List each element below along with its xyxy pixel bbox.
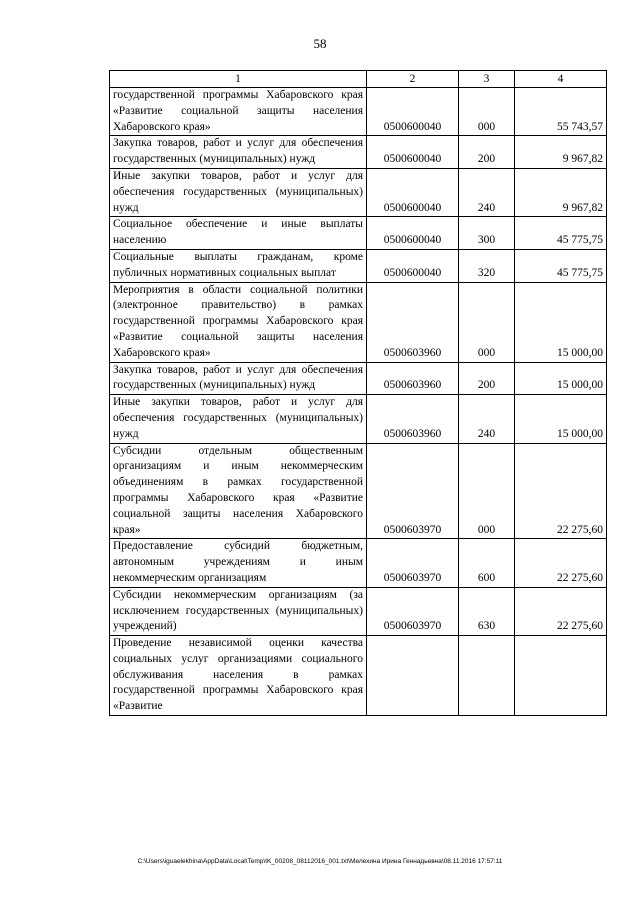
row-amount: 45 775,75 — [515, 249, 607, 282]
page-number: 58 — [313, 36, 327, 51]
table-row — [110, 539, 607, 587]
row-name: Закупка товаров, работ и услуг для обеспечения государственных (муниципальных) нужд — [110, 136, 367, 169]
budget-table — [109, 70, 607, 716]
table-row — [110, 443, 607, 539]
table-row — [110, 636, 607, 716]
row-name: Иные закупки товаров, работ и услуг для обеспечения государственных (муниципальных) нужд — [110, 395, 367, 443]
table-header-row — [110, 71, 607, 88]
row-code: 0500603970 — [367, 443, 459, 539]
row-amount: 9 967,82 — [515, 168, 607, 216]
row-code: 0500600040 — [367, 136, 459, 169]
table-row — [110, 395, 607, 443]
row-code: 0500600040 — [367, 88, 459, 136]
row-amount — [515, 636, 607, 716]
table-row — [110, 136, 607, 169]
table-row — [110, 587, 607, 635]
row-type: 630 — [459, 587, 515, 635]
row-name: государственной программы Хабаровского края «Развитие социальной защиты населения Хабаровского края» — [110, 88, 367, 136]
row-code: 0500600040 — [367, 217, 459, 250]
column-header: 1 — [110, 71, 367, 88]
row-type: 000 — [459, 443, 515, 539]
row-code: 0500603960 — [367, 282, 459, 362]
row-name: Социальные выплаты гражданам, кроме публичных нормативных социальных выплат — [110, 249, 367, 282]
row-type: 320 — [459, 249, 515, 282]
row-code — [367, 636, 459, 716]
table-row — [110, 282, 607, 362]
table-row — [110, 88, 607, 136]
row-name: Предоставление субсидий бюджетным, автономным учреждениям и иным некоммерческим организациям — [110, 539, 367, 587]
row-amount: 22 275,60 — [515, 539, 607, 587]
row-name: Проведение независимой оценки качества социальных услуг организациями социального обслуживания населения в рамках государственной программы Хабаровского края «Развитие — [110, 636, 367, 716]
table-row — [110, 217, 607, 250]
row-type — [459, 636, 515, 716]
document-footer-path: C:\Users\iguaelekhina\AppData\Local\Temp\IK_00208_08112016_001.txt\Мелехина Ирина Геннадьевна\08.11.2016 17:57:11 — [137, 858, 503, 865]
row-amount: 15 000,00 — [515, 282, 607, 362]
table-row — [110, 362, 607, 395]
row-type: 200 — [459, 362, 515, 395]
row-type: 300 — [459, 217, 515, 250]
row-code: 0500600040 — [367, 249, 459, 282]
row-type: 000 — [459, 282, 515, 362]
row-type: 000 — [459, 88, 515, 136]
row-amount: 55 743,57 — [515, 88, 607, 136]
row-amount: 22 275,60 — [515, 587, 607, 635]
row-type: 200 — [459, 136, 515, 169]
row-name: Субсидии некоммерческим организациям (за исключением государственных (муниципальных) учреждений) — [110, 587, 367, 635]
table-row — [110, 168, 607, 216]
row-type: 240 — [459, 395, 515, 443]
row-code: 0500603960 — [367, 395, 459, 443]
row-amount: 45 775,75 — [515, 217, 607, 250]
row-code: 0500600040 — [367, 168, 459, 216]
row-amount: 22 275,60 — [515, 443, 607, 539]
row-type: 600 — [459, 539, 515, 587]
row-name: Субсидии отдельным общественным организациям и иным некоммерческим объединениям в рамках государственной программы Хабаровского края «Развитие социальной защиты населения Хабаровского края» — [110, 443, 367, 539]
row-amount: 15 000,00 — [515, 362, 607, 395]
row-amount: 15 000,00 — [515, 395, 607, 443]
row-type: 240 — [459, 168, 515, 216]
column-header: 3 — [459, 71, 515, 88]
row-amount: 9 967,82 — [515, 136, 607, 169]
row-name: Мероприятия в области социальной политики (электронное правительство) в рамках государственной программы Хабаровского края «Развитие социальной защиты населения Хабаровского края» — [110, 282, 367, 362]
column-header: 2 — [367, 71, 459, 88]
row-code: 0500603960 — [367, 362, 459, 395]
row-name: Закупка товаров, работ и услуг для обеспечения государственных (муниципальных) нужд — [110, 362, 367, 395]
row-code: 0500603970 — [367, 587, 459, 635]
row-name: Социальное обеспечение и иные выплаты населению — [110, 217, 367, 250]
row-name: Иные закупки товаров, работ и услуг для обеспечения государственных (муниципальных) нужд — [110, 168, 367, 216]
table-row — [110, 249, 607, 282]
column-header: 4 — [515, 71, 607, 88]
row-code: 0500603970 — [367, 539, 459, 587]
